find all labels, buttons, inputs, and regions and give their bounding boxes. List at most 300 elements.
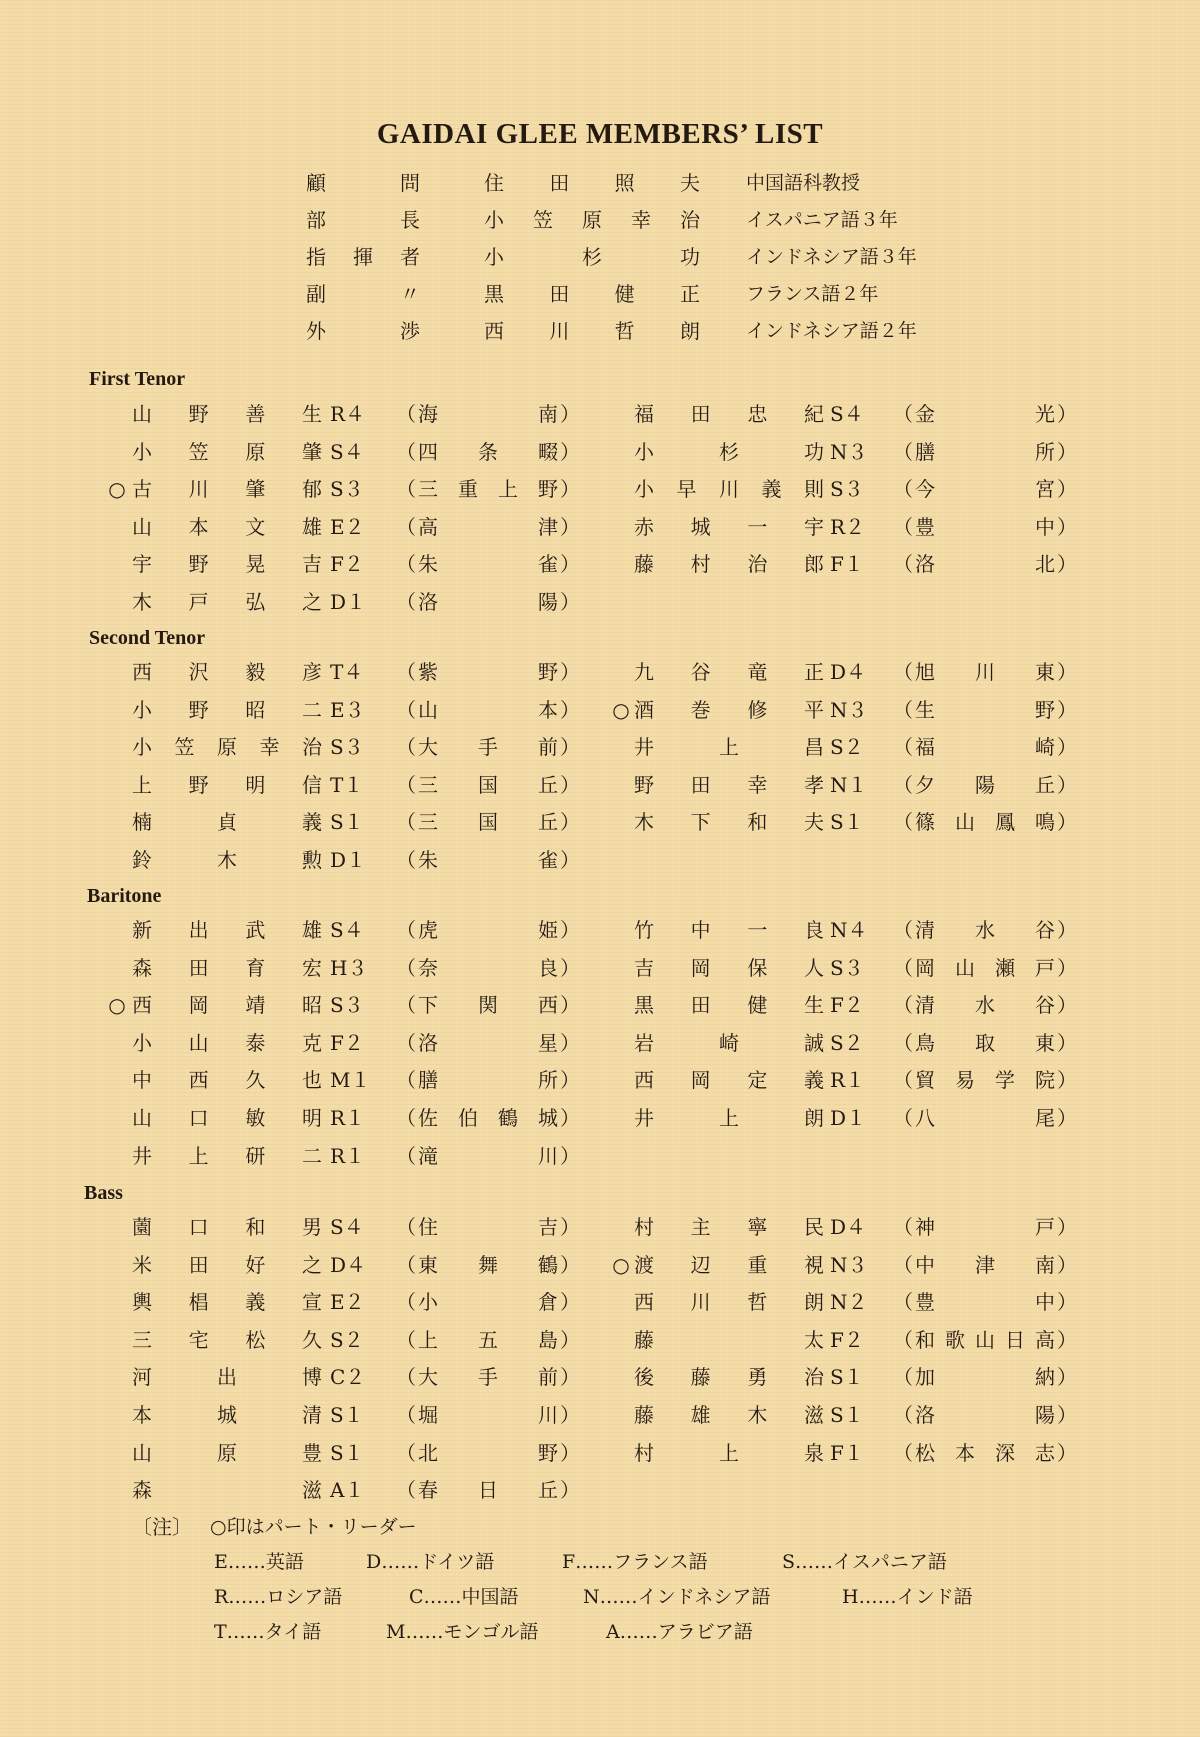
officer-affiliation: フランス語２年 <box>746 283 879 305</box>
member-row <box>0 804 1200 840</box>
school-open-paren: （ <box>396 1365 416 1389</box>
school-close-paren: ） <box>1057 477 1077 501</box>
member-school: 篠山鳳鳴 <box>915 810 1055 834</box>
school-close-paren: ） <box>560 477 580 501</box>
member-name: 小早川義則 <box>634 477 824 501</box>
member-code: E２ <box>330 1290 365 1314</box>
school-close-paren: ） <box>1057 810 1077 834</box>
member-code: S１ <box>830 1403 864 1427</box>
officer-row <box>0 166 1200 200</box>
school-close-paren: ） <box>560 1031 580 1055</box>
officer-name: 西川哲朗 <box>484 319 700 343</box>
member-code: S４ <box>330 440 364 464</box>
member-school: 大手前 <box>418 1365 558 1389</box>
member-school: 洛北 <box>915 552 1055 576</box>
legend-item: F……フランス語 <box>562 1551 708 1573</box>
member-code: S３ <box>830 477 864 501</box>
member-school: 清水谷 <box>915 993 1055 1017</box>
member-code: S１ <box>330 1441 364 1465</box>
school-close-paren: ） <box>1057 773 1077 797</box>
school-close-paren: ） <box>1057 1328 1077 1352</box>
school-open-paren: （ <box>893 477 913 501</box>
school-open-paren: （ <box>893 1403 913 1427</box>
member-school: 東舞鶴 <box>418 1253 558 1277</box>
member-name: 渡辺重視 <box>634 1253 824 1277</box>
member-code: S２ <box>330 1328 364 1352</box>
member-row <box>0 1359 1200 1395</box>
note-label: 〔注〕 <box>132 1515 192 1539</box>
member-row <box>0 471 1200 507</box>
member-school: 上五島 <box>418 1328 558 1352</box>
member-name: 小笠原肇 <box>132 440 322 464</box>
member-row <box>0 509 1200 545</box>
member-school: 夕陽丘 <box>915 773 1055 797</box>
member-school: 洛陽 <box>418 590 558 614</box>
member-school: 海南 <box>418 402 558 426</box>
member-code: C２ <box>330 1365 366 1389</box>
member-school: 下関西 <box>418 993 558 1017</box>
member-name: 井上朗 <box>634 1106 824 1130</box>
member-row <box>0 1435 1200 1471</box>
member-name: 小杉功 <box>634 440 824 464</box>
school-close-paren: ） <box>560 1215 580 1239</box>
school-open-paren: （ <box>396 1328 416 1352</box>
member-school: 松本深志 <box>915 1441 1055 1465</box>
school-open-paren: （ <box>396 1031 416 1055</box>
member-name: 竹中一良 <box>634 918 824 942</box>
member-school: 和歌山日高 <box>915 1328 1055 1352</box>
member-code: F２ <box>330 552 364 576</box>
member-code: S３ <box>830 956 864 980</box>
member-name: 西岡靖昭 <box>132 993 322 1017</box>
school-open-paren: （ <box>396 810 416 834</box>
member-school: 高津 <box>418 515 558 539</box>
member-code: F１ <box>830 1441 864 1465</box>
member-name: 村上泉 <box>634 1441 824 1465</box>
member-code: N４ <box>830 918 868 942</box>
member-name: 河出博 <box>132 1365 322 1389</box>
officer-affiliation: インドネシア語３年 <box>746 246 917 268</box>
member-name: 村主寧民 <box>634 1215 824 1239</box>
school-close-paren: ） <box>1057 993 1077 1017</box>
member-name: 木戸弘之 <box>132 590 322 614</box>
member-school: 奈良 <box>418 956 558 980</box>
member-school: 虎姫 <box>418 918 558 942</box>
member-code: H３ <box>330 956 368 980</box>
member-code: R１ <box>330 1144 366 1168</box>
school-close-paren: ） <box>560 773 580 797</box>
officer-row <box>0 203 1200 237</box>
member-row <box>0 767 1200 803</box>
school-close-paren: ） <box>1057 918 1077 942</box>
member-school: 洛陽 <box>915 1403 1055 1427</box>
member-name: 西岡定義 <box>634 1068 824 1092</box>
member-name: 福田忠紀 <box>634 402 824 426</box>
school-open-paren: （ <box>396 1290 416 1314</box>
officer-name: 黒田健正 <box>484 282 700 306</box>
officer-role: 顧問 <box>306 171 420 195</box>
member-row <box>0 842 1200 878</box>
member-name: 鈴木勲 <box>132 848 322 872</box>
school-close-paren: ） <box>1057 440 1077 464</box>
school-open-paren: （ <box>396 698 416 722</box>
note-text: ○印はパート・リーダー <box>210 1516 417 1538</box>
member-name: 小野昭二 <box>132 698 322 722</box>
member-code: S４ <box>830 402 864 426</box>
member-name: 吉岡保人 <box>634 956 824 980</box>
member-code: R４ <box>330 402 366 426</box>
member-name: 三宅松久 <box>132 1328 322 1352</box>
member-row <box>0 692 1200 728</box>
officer-name: 小笠原幸治 <box>484 208 700 232</box>
school-close-paren: ） <box>560 1441 580 1465</box>
member-name: 野田幸孝 <box>634 773 824 797</box>
member-row <box>0 546 1200 582</box>
member-name: 米田好之 <box>132 1253 322 1277</box>
school-open-paren: （ <box>893 810 913 834</box>
member-code: D４ <box>830 660 867 684</box>
member-name: 森滋 <box>132 1478 322 1502</box>
member-name: 藤村治郎 <box>634 552 824 576</box>
member-school: 朱雀 <box>418 552 558 576</box>
school-open-paren: （ <box>893 1253 913 1277</box>
member-row <box>0 950 1200 986</box>
member-name: 山野善生 <box>132 402 322 426</box>
school-close-paren: ） <box>560 1068 580 1092</box>
school-open-paren: （ <box>396 1441 416 1465</box>
school-close-paren: ） <box>560 590 580 614</box>
member-row <box>0 1284 1200 1320</box>
school-close-paren: ） <box>560 810 580 834</box>
school-close-paren: ） <box>1057 1441 1077 1465</box>
member-school: 小倉 <box>418 1290 558 1314</box>
school-close-paren: ） <box>1057 1290 1077 1314</box>
legend-item: S……イスパニア語 <box>782 1551 947 1573</box>
member-school: 膳所 <box>915 440 1055 464</box>
member-school: 岡山瀬戸 <box>915 956 1055 980</box>
officer-row <box>0 240 1200 274</box>
member-name: 赤城一宇 <box>634 515 824 539</box>
member-school: 旭川東 <box>915 660 1055 684</box>
school-open-paren: （ <box>893 660 913 684</box>
school-open-paren: （ <box>893 402 913 426</box>
school-open-paren: （ <box>396 993 416 1017</box>
member-school: 生野 <box>915 698 1055 722</box>
school-close-paren: ） <box>1057 1253 1077 1277</box>
school-close-paren: ） <box>560 1144 580 1168</box>
member-school: 金光 <box>915 402 1055 426</box>
member-row <box>0 434 1200 470</box>
school-close-paren: ） <box>1057 515 1077 539</box>
school-open-paren: （ <box>893 1031 913 1055</box>
member-code: S１ <box>330 1403 364 1427</box>
section-title: Bass <box>84 1182 123 1204</box>
school-close-paren: ） <box>1057 1403 1077 1427</box>
school-open-paren: （ <box>396 1403 416 1427</box>
officer-role: 副〃 <box>306 282 420 306</box>
member-row <box>0 1100 1200 1136</box>
member-school: 三国丘 <box>418 810 558 834</box>
school-open-paren: （ <box>893 1106 913 1130</box>
member-name: 古川肇郁 <box>132 477 322 501</box>
member-name: 森田育宏 <box>132 956 322 980</box>
member-code: E２ <box>330 515 365 539</box>
member-code: R１ <box>330 1106 366 1130</box>
member-school: 北野 <box>418 1441 558 1465</box>
member-school: 豊中 <box>915 1290 1055 1314</box>
member-code: S４ <box>330 918 364 942</box>
member-row <box>0 654 1200 690</box>
member-code: R２ <box>830 515 866 539</box>
school-open-paren: （ <box>396 773 416 797</box>
school-close-paren: ） <box>1057 402 1077 426</box>
legend-item: R……ロシア語 <box>214 1586 343 1608</box>
member-school: 紫野 <box>418 660 558 684</box>
school-close-paren: ） <box>560 848 580 872</box>
member-name: 井上研二 <box>132 1144 322 1168</box>
member-code: S２ <box>830 735 864 759</box>
member-row <box>0 1138 1200 1174</box>
member-name: 井上昌 <box>634 735 824 759</box>
member-name: 西沢毅彦 <box>132 660 322 684</box>
school-open-paren: （ <box>396 956 416 980</box>
member-school: 今宮 <box>915 477 1055 501</box>
school-close-paren: ） <box>1057 698 1077 722</box>
school-close-paren: ） <box>1057 1365 1077 1389</box>
member-school: 豊中 <box>915 515 1055 539</box>
school-open-paren: （ <box>893 1290 913 1314</box>
member-row <box>0 1209 1200 1245</box>
member-name: 小山泰克 <box>132 1031 322 1055</box>
school-open-paren: （ <box>893 698 913 722</box>
officer-affiliation: 中国語科教授 <box>746 172 861 194</box>
member-school: 洛星 <box>418 1031 558 1055</box>
member-school: 佐伯鶴城 <box>418 1106 558 1130</box>
officer-role: 部長 <box>306 208 420 232</box>
member-row <box>0 1247 1200 1283</box>
member-row <box>0 987 1200 1023</box>
school-open-paren: （ <box>893 918 913 942</box>
member-code: S４ <box>330 1215 364 1239</box>
member-school: 四条畷 <box>418 440 558 464</box>
school-open-paren: （ <box>396 402 416 426</box>
school-close-paren: ） <box>560 698 580 722</box>
school-open-paren: （ <box>396 1144 416 1168</box>
school-close-paren: ） <box>560 515 580 539</box>
part-leader-mark: ○ <box>108 477 126 501</box>
member-name: 中西久也 <box>132 1068 322 1092</box>
officer-row <box>0 277 1200 311</box>
school-close-paren: ） <box>560 440 580 464</box>
legend-item: T……タイ語 <box>214 1621 322 1643</box>
school-open-paren: （ <box>396 515 416 539</box>
member-name: 山原豊 <box>132 1441 322 1465</box>
member-school: 大手前 <box>418 735 558 759</box>
section-title: First Tenor <box>89 368 186 390</box>
school-open-paren: （ <box>396 477 416 501</box>
member-school: 加納 <box>915 1365 1055 1389</box>
officer-role: 指揮者 <box>306 245 420 269</box>
member-code: S２ <box>830 1031 864 1055</box>
member-school: 住吉 <box>418 1215 558 1239</box>
member-code: S１ <box>830 1365 864 1389</box>
school-open-paren: （ <box>396 1478 416 1502</box>
member-school: 朱雀 <box>418 848 558 872</box>
member-name: 岩崎誠 <box>634 1031 824 1055</box>
school-close-paren: ） <box>1057 552 1077 576</box>
school-close-paren: ） <box>1057 1215 1077 1239</box>
member-code: E３ <box>330 698 365 722</box>
member-code: F２ <box>330 1031 364 1055</box>
member-school: 福崎 <box>915 735 1055 759</box>
section-title: Baritone <box>87 885 162 907</box>
school-open-paren: （ <box>893 1441 913 1465</box>
part-leader-mark: ○ <box>108 993 126 1017</box>
member-name: 酒巻修平 <box>634 698 824 722</box>
page-title: GAIDAI GLEE MEMBERS’ LIST <box>376 118 824 150</box>
member-code: S３ <box>330 735 364 759</box>
member-code: S１ <box>330 810 364 834</box>
member-row <box>0 912 1200 948</box>
member-name: 薗口和男 <box>132 1215 322 1239</box>
legend-item: A……アラビア語 <box>606 1621 753 1643</box>
officer-role: 外渉 <box>306 319 420 343</box>
member-code: T４ <box>330 660 364 684</box>
member-name: 藤太 <box>634 1328 824 1352</box>
school-open-paren: （ <box>893 1365 913 1389</box>
school-close-paren: ） <box>1057 1031 1077 1055</box>
school-open-paren: （ <box>893 993 913 1017</box>
member-school: 貿易学院 <box>915 1068 1055 1092</box>
member-school: 三国丘 <box>418 773 558 797</box>
school-close-paren: ） <box>560 735 580 759</box>
school-open-paren: （ <box>396 660 416 684</box>
legend-item: D……ドイツ語 <box>366 1551 495 1573</box>
member-code: R１ <box>830 1068 866 1092</box>
member-row <box>0 396 1200 432</box>
legend-item: E……英語 <box>214 1551 304 1573</box>
member-school: 神戸 <box>915 1215 1055 1239</box>
school-close-paren: ） <box>1057 735 1077 759</box>
member-code: D４ <box>330 1253 367 1277</box>
member-code: T１ <box>330 773 364 797</box>
member-school: 春日丘 <box>418 1478 558 1502</box>
member-school: 堀川 <box>418 1403 558 1427</box>
school-open-paren: （ <box>396 440 416 464</box>
member-name: 九谷竜正 <box>634 660 824 684</box>
school-open-paren: （ <box>396 1215 416 1239</box>
member-school: 三重上野 <box>418 477 558 501</box>
member-code: F２ <box>830 993 864 1017</box>
school-open-paren: （ <box>396 1106 416 1130</box>
legend-item: C……中国語 <box>409 1586 519 1608</box>
member-code: S３ <box>330 993 364 1017</box>
school-close-paren: ） <box>560 1403 580 1427</box>
member-name: 楠貞義 <box>132 810 322 834</box>
member-name: 藤雄木滋 <box>634 1403 824 1427</box>
school-close-paren: ） <box>560 956 580 980</box>
school-close-paren: ） <box>1057 660 1077 684</box>
school-close-paren: ） <box>560 1328 580 1352</box>
member-code: N３ <box>830 698 868 722</box>
member-school: 鳥取東 <box>915 1031 1055 1055</box>
member-code: N３ <box>830 440 868 464</box>
member-name: 上野明信 <box>132 773 322 797</box>
school-close-paren: ） <box>560 1365 580 1389</box>
legend-item: N……インドネシア語 <box>583 1586 771 1608</box>
member-name: 宇野晃吉 <box>132 552 322 576</box>
school-close-paren: ） <box>1057 1068 1077 1092</box>
legend-item: M……モンゴル語 <box>386 1621 539 1643</box>
member-code: M１ <box>330 1068 371 1092</box>
school-close-paren: ） <box>1057 956 1077 980</box>
school-open-paren: （ <box>893 1068 913 1092</box>
officer-name: 住田照夫 <box>484 171 700 195</box>
member-name: 小笠原幸治 <box>132 735 322 759</box>
school-close-paren: ） <box>560 402 580 426</box>
member-school: 八尾 <box>915 1106 1055 1130</box>
section-title: Second Tenor <box>89 627 206 649</box>
school-close-paren: ） <box>560 993 580 1017</box>
officer-name: 小杉功 <box>484 245 700 269</box>
school-open-paren: （ <box>396 735 416 759</box>
member-row <box>0 1472 1200 1508</box>
school-close-paren: ） <box>560 660 580 684</box>
officer-affiliation: インドネシア語２年 <box>746 320 917 342</box>
member-code: S１ <box>830 810 864 834</box>
officer-affiliation: イスパニア語３年 <box>746 209 898 231</box>
member-name: 山口敏明 <box>132 1106 322 1130</box>
member-school: 滝川 <box>418 1144 558 1168</box>
part-leader-mark: ○ <box>612 1253 630 1277</box>
member-code: N２ <box>830 1290 868 1314</box>
member-code: D１ <box>330 848 367 872</box>
member-row <box>0 1397 1200 1433</box>
member-name: 西川哲朗 <box>634 1290 824 1314</box>
school-open-paren: （ <box>893 956 913 980</box>
legend-item: H……インド語 <box>842 1586 973 1608</box>
member-name: 新出武雄 <box>132 918 322 942</box>
officer-row <box>0 314 1200 348</box>
school-open-paren: （ <box>396 848 416 872</box>
member-name: 本城清 <box>132 1403 322 1427</box>
school-open-paren: （ <box>893 735 913 759</box>
member-code: S３ <box>330 477 364 501</box>
part-leader-mark: ○ <box>612 698 630 722</box>
school-open-paren: （ <box>893 515 913 539</box>
member-row <box>0 1062 1200 1098</box>
member-row <box>0 1025 1200 1061</box>
member-code: D１ <box>330 590 367 614</box>
member-code: D１ <box>830 1106 867 1130</box>
member-code: N３ <box>830 1253 868 1277</box>
school-open-paren: （ <box>893 552 913 576</box>
school-close-paren: ） <box>1057 1106 1077 1130</box>
school-close-paren: ） <box>560 918 580 942</box>
member-row <box>0 1322 1200 1358</box>
school-open-paren: （ <box>396 1253 416 1277</box>
member-name: 後藤勇治 <box>634 1365 824 1389</box>
school-close-paren: ） <box>560 1290 580 1314</box>
member-name: 山本文雄 <box>132 515 322 539</box>
member-name: 黒田健生 <box>634 993 824 1017</box>
school-close-paren: ） <box>560 1253 580 1277</box>
school-open-paren: （ <box>396 918 416 942</box>
member-code: A１ <box>330 1478 365 1502</box>
school-close-paren: ） <box>560 552 580 576</box>
school-open-paren: （ <box>396 590 416 614</box>
member-code: D４ <box>830 1215 867 1239</box>
